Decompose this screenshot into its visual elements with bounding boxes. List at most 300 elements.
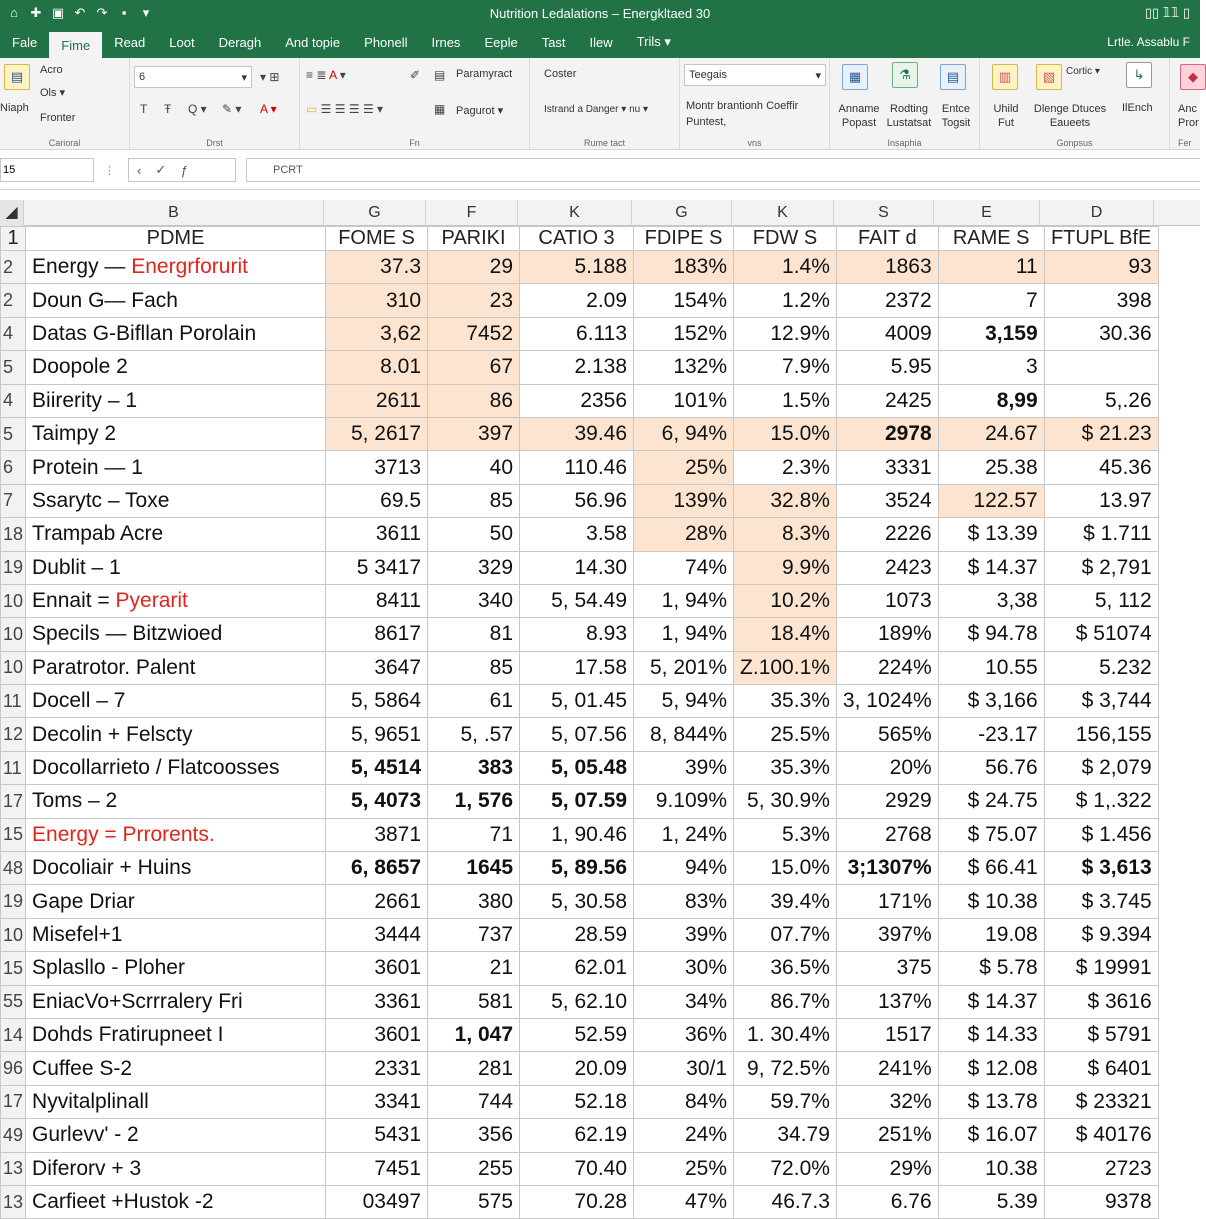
item-name-cell[interactable] (26, 618, 326, 651)
data-cell[interactable]: 25.38 (938, 451, 1044, 484)
data-cell[interactable]: $ 1.456 (1044, 818, 1158, 851)
format-painter-button[interactable]: Fronter (40, 112, 76, 124)
data-cell[interactable]: 2356 (520, 384, 634, 417)
row-number[interactable]: 2 (1, 251, 26, 284)
paste-icon[interactable]: ▤ (4, 64, 30, 90)
data-cell[interactable]: 25% (634, 1152, 734, 1185)
data-cell[interactable]: 3871 (326, 818, 428, 851)
row-number[interactable]: 6 (1, 451, 26, 484)
data-cell[interactable]: 39.4% (734, 885, 837, 918)
row-number[interactable]: 11 (1, 751, 26, 784)
data-cell[interactable]: 34.79 (734, 1119, 837, 1152)
data-cell[interactable]: 93 (1044, 251, 1158, 284)
data-cell[interactable]: 110.46 (520, 451, 634, 484)
data-cell[interactable]: 20.09 (520, 1052, 634, 1085)
select-all-corner[interactable]: ◢ (0, 200, 24, 226)
data-cell[interactable]: 5, 112 (1044, 584, 1158, 617)
data-cell[interactable]: 7451 (326, 1152, 428, 1185)
number-format-options[interactable]: Istrand a Danger ▾ nu ▾ (544, 104, 648, 115)
data-cell[interactable]: 52.59 (520, 1018, 634, 1051)
row-number[interactable]: 14 (1, 1018, 26, 1051)
data-cell[interactable]: 2372 (836, 284, 938, 317)
data-cell[interactable]: 9378 (1044, 1185, 1158, 1218)
header-cell[interactable]: PARIKI (428, 227, 520, 251)
data-cell[interactable]: 154% (634, 284, 734, 317)
data-cell[interactable]: $ 1.711 (1044, 518, 1158, 551)
data-cell[interactable]: 10.2% (734, 584, 837, 617)
data-cell[interactable]: 2226 (836, 518, 938, 551)
tab-file[interactable]: Fale (12, 34, 38, 50)
data-cell[interactable]: 10.55 (938, 651, 1044, 684)
row-number[interactable]: 1 (1, 227, 26, 251)
data-cell[interactable]: 17.58 (520, 651, 634, 684)
data-cell[interactable]: $ 12.08 (938, 1052, 1044, 1085)
data-cell[interactable]: 581 (428, 985, 520, 1018)
sort-dropdown[interactable]: Cortic ▾ (1066, 66, 1100, 77)
data-cell[interactable]: 3361 (326, 985, 428, 1018)
redo-icon[interactable]: ↷ (96, 5, 108, 20)
data-cell[interactable]: $ 94.78 (938, 618, 1044, 651)
header-cell[interactable]: CATIO 3 (520, 227, 634, 251)
row-number[interactable]: 10 (1, 584, 26, 617)
font-color-icon[interactable]: A ▾ (260, 102, 277, 116)
data-cell[interactable]: $ 16.07 (938, 1119, 1044, 1152)
window-controls[interactable]: ▯▯ 𝟙𝟙 ▯ (1144, 5, 1190, 20)
data-cell[interactable]: 47% (634, 1185, 734, 1218)
header-cell[interactable]: RAME S (938, 227, 1044, 251)
styles-dropdown[interactable] (684, 64, 826, 86)
data-cell[interactable]: 5, 30.58 (520, 885, 634, 918)
data-cell[interactable]: 8,99 (938, 384, 1044, 417)
data-cell[interactable]: 5.3% (734, 818, 837, 851)
data-cell[interactable]: 2423 (836, 551, 938, 584)
data-cell[interactable]: 5.39 (938, 1185, 1044, 1218)
data-cell[interactable]: 1863 (836, 251, 938, 284)
data-cell[interactable]: 3.58 (520, 518, 634, 551)
item-name-cell[interactable] (26, 651, 326, 684)
data-cell[interactable]: 737 (428, 918, 520, 951)
data-cell[interactable]: 3, 1024% (836, 685, 938, 718)
data-cell[interactable]: 744 (428, 1085, 520, 1118)
column-header[interactable]: F (426, 200, 518, 226)
item-name-cell[interactable] (26, 685, 326, 718)
tab-phonell[interactable]: Phonell (364, 34, 408, 50)
data-cell[interactable]: $ 10.38 (938, 885, 1044, 918)
italic-icon[interactable]: Ŧ (164, 102, 172, 116)
column-header[interactable]: D (1040, 200, 1154, 226)
tab-read[interactable]: Read (114, 34, 146, 50)
data-cell[interactable]: $ 13.78 (938, 1085, 1044, 1118)
row-number[interactable]: 48 (1, 852, 26, 885)
item-name-cell[interactable] (26, 551, 326, 584)
data-cell[interactable]: $ 51074 (1044, 618, 1158, 651)
data-cell[interactable]: 8.3% (734, 518, 837, 551)
item-name-cell[interactable] (26, 284, 326, 317)
data-cell[interactable]: 50 (428, 518, 520, 551)
chart-icon[interactable]: ⚗ (892, 62, 918, 88)
item-name-cell[interactable] (26, 251, 326, 284)
data-cell[interactable]: 28.59 (520, 918, 634, 951)
data-cell[interactable]: 36% (634, 1018, 734, 1051)
tab-design[interactable]: Deragh (218, 34, 262, 50)
data-cell[interactable] (1044, 351, 1158, 384)
data-cell[interactable]: $ 3,744 (1044, 685, 1158, 718)
header-cell[interactable]: PDME (26, 227, 326, 251)
data-cell[interactable]: 241% (836, 1052, 938, 1085)
data-cell[interactable]: 14.30 (520, 551, 634, 584)
column-header[interactable]: S (834, 200, 934, 226)
data-cell[interactable]: 25.5% (734, 718, 837, 751)
data-cell[interactable]: 5, 07.59 (520, 785, 634, 818)
data-cell[interactable]: 1.4% (734, 251, 837, 284)
data-cell[interactable]: $ 19991 (1044, 952, 1158, 985)
cancel-icon[interactable]: ‹ (137, 162, 142, 178)
data-cell[interactable]: 03497 (326, 1185, 428, 1218)
data-cell[interactable]: 35.3% (734, 685, 837, 718)
data-cell[interactable]: 29% (836, 1152, 938, 1185)
data-cell[interactable]: 35.3% (734, 751, 837, 784)
data-cell[interactable]: 61 (428, 685, 520, 718)
find-icon[interactable]: ↳ (1126, 62, 1152, 88)
data-cell[interactable]: 39.46 (520, 417, 634, 450)
item-name-cell[interactable] (26, 785, 326, 818)
data-cell[interactable]: $ 14.33 (938, 1018, 1044, 1051)
data-cell[interactable]: 69.5 (326, 484, 428, 517)
row-number[interactable]: 17 (1, 785, 26, 818)
column-header[interactable]: E (934, 200, 1040, 226)
data-cell[interactable]: 2929 (836, 785, 938, 818)
data-cell[interactable]: 19.08 (938, 918, 1044, 951)
data-cell[interactable]: 72.0% (734, 1152, 837, 1185)
row-number[interactable]: 49 (1, 1119, 26, 1152)
tab-eeple[interactable]: Eeple (484, 34, 518, 50)
data-cell[interactable]: 6, 8657 (326, 852, 428, 885)
data-cell[interactable]: 5, 01.45 (520, 685, 634, 718)
addin-icon[interactable]: ◆ (1180, 64, 1206, 90)
data-cell[interactable]: 1, 24% (634, 818, 734, 851)
data-cell[interactable]: 139% (634, 484, 734, 517)
data-cell[interactable]: $ 1,.322 (1044, 785, 1158, 818)
quick-access-icon[interactable]: ▪ (121, 5, 127, 20)
data-cell[interactable]: 8617 (326, 618, 428, 651)
data-cell[interactable]: 94% (634, 852, 734, 885)
item-name-cell[interactable] (26, 852, 326, 885)
data-cell[interactable]: 2768 (836, 818, 938, 851)
data-cell[interactable]: 8, 844% (634, 718, 734, 751)
data-cell[interactable]: 46.7.3 (734, 1185, 837, 1218)
data-cell[interactable]: -23.17 (938, 718, 1044, 751)
data-cell[interactable]: 59.7% (734, 1085, 837, 1118)
data-cell[interactable]: 45.36 (1044, 451, 1158, 484)
align-center-icon[interactable]: ▭ ☰ ☰ ☰ ☰ ▾ (306, 102, 384, 116)
data-cell[interactable]: 5.188 (520, 251, 634, 284)
data-cell[interactable]: 10.38 (938, 1152, 1044, 1185)
data-cell[interactable]: $ 3,166 (938, 685, 1044, 718)
confirm-icon[interactable]: ✓ (155, 162, 167, 177)
data-cell[interactable]: 281 (428, 1052, 520, 1085)
tab-home[interactable]: Fime (49, 32, 102, 58)
data-cell[interactable]: 30% (634, 952, 734, 985)
data-cell[interactable]: 74% (634, 551, 734, 584)
data-cell[interactable]: 7452 (428, 317, 520, 350)
data-cell[interactable]: 3713 (326, 451, 428, 484)
data-cell[interactable]: 71 (428, 818, 520, 851)
data-cell[interactable]: 2611 (326, 384, 428, 417)
data-cell[interactable]: $ 3,613 (1044, 852, 1158, 885)
data-cell[interactable]: 56.96 (520, 484, 634, 517)
tab-and-topie[interactable]: And topie (285, 34, 341, 50)
data-cell[interactable]: 5,.26 (1044, 384, 1158, 417)
data-cell[interactable]: 1, 94% (634, 618, 734, 651)
data-cell[interactable]: 575 (428, 1185, 520, 1218)
data-cell[interactable]: 81 (428, 618, 520, 651)
data-cell[interactable]: $ 2,079 (1044, 751, 1158, 784)
data-cell[interactable]: 6.113 (520, 317, 634, 350)
insert-button-1[interactable]: Anname Popast (838, 103, 880, 129)
item-name-cell[interactable] (26, 918, 326, 951)
data-cell[interactable]: 2723 (1044, 1152, 1158, 1185)
data-cell[interactable]: 5, 94% (634, 685, 734, 718)
data-cell[interactable]: $ 5791 (1044, 1018, 1158, 1051)
data-cell[interactable]: 5, 89.56 (520, 852, 634, 885)
data-cell[interactable]: 383 (428, 751, 520, 784)
save-icon[interactable]: ▣ (51, 5, 65, 20)
data-cell[interactable]: 2425 (836, 384, 938, 417)
row-number[interactable]: 10 (1, 918, 26, 951)
data-cell[interactable]: $ 5.78 (938, 952, 1044, 985)
row-number[interactable]: 19 (1, 885, 26, 918)
data-cell[interactable]: 9, 72.5% (734, 1052, 837, 1085)
item-name-cell[interactable] (26, 384, 326, 417)
data-cell[interactable]: $ 14.37 (938, 551, 1044, 584)
column-header[interactable]: K (518, 200, 632, 226)
data-cell[interactable]: $ 9.394 (1044, 918, 1158, 951)
data-cell[interactable]: 5, 07.56 (520, 718, 634, 751)
data-cell[interactable]: 11 (938, 251, 1044, 284)
dropdown-icon[interactable]: ▾ (142, 5, 150, 20)
data-cell[interactable]: 86.7% (734, 985, 837, 1018)
data-cell[interactable]: 18.4% (734, 618, 837, 651)
row-number[interactable]: 15 (1, 952, 26, 985)
data-cell[interactable]: 5, 5864 (326, 685, 428, 718)
data-cell[interactable]: 7 (938, 284, 1044, 317)
data-cell[interactable]: 310 (326, 284, 428, 317)
data-cell[interactable]: 224% (836, 651, 938, 684)
row-number[interactable]: 7 (1, 484, 26, 517)
data-cell[interactable]: 565% (836, 718, 938, 751)
border-icon[interactable]: ✎ ▾ (222, 102, 242, 116)
data-cell[interactable]: 5, 9651 (326, 718, 428, 751)
data-cell[interactable]: 20% (836, 751, 938, 784)
data-cell[interactable]: 2.09 (520, 284, 634, 317)
merge-button[interactable]: Pagurot ▾ (456, 105, 504, 117)
item-name-cell[interactable] (26, 985, 326, 1018)
data-cell[interactable]: 1.5% (734, 384, 837, 417)
data-cell[interactable]: 85 (428, 651, 520, 684)
data-cell[interactable]: 356 (428, 1119, 520, 1152)
data-cell[interactable]: 8.01 (326, 351, 428, 384)
row-number[interactable]: 5 (1, 417, 26, 450)
item-name-cell[interactable] (26, 1018, 326, 1051)
data-cell[interactable]: 5, 30.9% (734, 785, 837, 818)
data-cell[interactable]: 5.95 (836, 351, 938, 384)
data-cell[interactable]: 8411 (326, 584, 428, 617)
data-cell[interactable]: $ 66.41 (938, 852, 1044, 885)
data-cell[interactable]: 251% (836, 1119, 938, 1152)
data-cell[interactable]: 56.76 (938, 751, 1044, 784)
account-name[interactable]: Lrtle. Assablu F (1107, 35, 1190, 49)
tab-view[interactable]: Ilew (589, 34, 613, 50)
item-name-cell[interactable] (26, 484, 326, 517)
edit-button-2[interactable]: Dlenge Dtuces Eaueets (1033, 103, 1107, 129)
data-cell[interactable]: 4009 (836, 317, 938, 350)
data-cell[interactable]: 6.76 (836, 1185, 938, 1218)
data-cell[interactable]: 8.93 (520, 618, 634, 651)
data-cell[interactable]: 13.97 (1044, 484, 1158, 517)
undo-icon[interactable]: ↶ (74, 5, 86, 20)
data-cell[interactable]: 70.28 (520, 1185, 634, 1218)
data-cell[interactable]: 34% (634, 985, 734, 1018)
column-header[interactable]: B (24, 200, 324, 226)
item-name-cell[interactable] (26, 751, 326, 784)
data-cell[interactable]: $ 14.37 (938, 985, 1044, 1018)
header-cell[interactable]: FDIPE S (634, 227, 734, 251)
number-format-button[interactable]: Coster (544, 68, 577, 80)
data-cell[interactable]: 24% (634, 1119, 734, 1152)
data-cell[interactable]: 398 (1044, 284, 1158, 317)
column-header[interactable]: G (632, 200, 732, 226)
data-cell[interactable]: 255 (428, 1152, 520, 1185)
data-cell[interactable]: 70.40 (520, 1152, 634, 1185)
data-cell[interactable]: 152% (634, 317, 734, 350)
tab-loot[interactable]: Loot (169, 34, 195, 50)
column-header[interactable]: G (324, 200, 426, 226)
data-cell[interactable]: 189% (836, 618, 938, 651)
data-cell[interactable]: $ 23321 (1044, 1085, 1158, 1118)
item-name-cell[interactable] (26, 584, 326, 617)
data-cell[interactable]: 156,155 (1044, 718, 1158, 751)
data-cell[interactable]: 52.18 (520, 1085, 634, 1118)
data-cell[interactable]: 137% (836, 985, 938, 1018)
data-cell[interactable]: 39% (634, 918, 734, 951)
data-cell[interactable]: 2978 (836, 417, 938, 450)
data-cell[interactable]: 30.36 (1044, 317, 1158, 350)
data-cell[interactable]: 15.0% (734, 852, 837, 885)
data-cell[interactable]: 1.2% (734, 284, 837, 317)
merge-icon[interactable]: ▦ (434, 102, 446, 116)
item-name-cell[interactable] (26, 351, 326, 384)
data-cell[interactable]: 5, 05.48 (520, 751, 634, 784)
data-cell[interactable]: 40 (428, 451, 520, 484)
row-number[interactable]: 13 (1, 1152, 26, 1185)
data-cell[interactable]: $ 40176 (1044, 1119, 1158, 1152)
font-name-dropdown[interactable] (134, 66, 252, 88)
row-number[interactable]: 5 (1, 351, 26, 384)
item-name-cell[interactable] (26, 1185, 326, 1218)
plus-icon[interactable]: ✚ (30, 5, 42, 20)
row-number[interactable]: 4 (1, 317, 26, 350)
data-cell[interactable]: 6, 94% (634, 417, 734, 450)
data-cell[interactable]: 122.57 (938, 484, 1044, 517)
data-cell[interactable]: 84% (634, 1085, 734, 1118)
item-name-cell[interactable] (26, 718, 326, 751)
name-box[interactable]: 15 (0, 158, 94, 182)
data-cell[interactable]: 2.138 (520, 351, 634, 384)
wrap-text-button[interactable]: Paramyract (456, 68, 513, 80)
data-cell[interactable]: 1, 047 (428, 1018, 520, 1051)
header-cell[interactable]: FDW S (734, 227, 837, 251)
data-cell[interactable]: $ 3.745 (1044, 885, 1158, 918)
edit-button-3[interactable]: IlEnch (1122, 102, 1153, 114)
item-name-cell[interactable] (26, 518, 326, 551)
data-cell[interactable]: 3;1307% (836, 852, 938, 885)
tab-tools[interactable]: Trils ▾ (636, 34, 671, 49)
item-name-cell[interactable] (26, 451, 326, 484)
row-number[interactable]: 55 (1, 985, 26, 1018)
data-cell[interactable]: 67 (428, 351, 520, 384)
data-cell[interactable]: 83% (634, 885, 734, 918)
copy-button[interactable]: Ols ▾ (40, 87, 66, 99)
data-cell[interactable]: $ 21.23 (1044, 417, 1158, 450)
data-cell[interactable]: 5, 62.10 (520, 985, 634, 1018)
data-cell[interactable]: 3,159 (938, 317, 1044, 350)
name-box-menu-icon[interactable]: ⋮ (104, 165, 115, 177)
item-name-cell[interactable] (26, 317, 326, 350)
data-cell[interactable]: 5, 201% (634, 651, 734, 684)
data-cell[interactable]: 28% (634, 518, 734, 551)
data-cell[interactable]: 9.9% (734, 551, 837, 584)
data-cell[interactable]: 3524 (836, 484, 938, 517)
search-icon[interactable]: Q ▾ (188, 102, 207, 116)
data-cell[interactable]: $ 3616 (1044, 985, 1158, 1018)
data-cell[interactable]: 397 (428, 417, 520, 450)
data-cell[interactable]: 5431 (326, 1119, 428, 1152)
data-cell[interactable]: 3 (938, 351, 1044, 384)
data-cell[interactable]: 9.109% (634, 785, 734, 818)
table-icon[interactable]: ▦ (842, 64, 868, 90)
data-cell[interactable]: 1, 90.46 (520, 818, 634, 851)
wrap-text-icon[interactable]: ▤ (434, 68, 446, 82)
row-number[interactable]: 10 (1, 618, 26, 651)
data-cell[interactable]: 3,38 (938, 584, 1044, 617)
item-name-cell[interactable] (26, 885, 326, 918)
data-cell[interactable]: 397% (836, 918, 938, 951)
data-cell[interactable]: 30/1 (634, 1052, 734, 1085)
data-cell[interactable]: 5 3417 (326, 551, 428, 584)
data-cell[interactable]: 37.3 (326, 251, 428, 284)
data-cell[interactable]: 32% (836, 1085, 938, 1118)
data-cell[interactable]: 329 (428, 551, 520, 584)
data-cell[interactable]: 5, 2617 (326, 417, 428, 450)
formula-input[interactable]: PCRT (246, 158, 1200, 182)
data-cell[interactable]: 3647 (326, 651, 428, 684)
data-cell[interactable]: 62.19 (520, 1119, 634, 1152)
data-cell[interactable]: 5, 54.49 (520, 584, 634, 617)
data-cell[interactable]: Z.100.1% (734, 651, 837, 684)
data-cell[interactable]: 23 (428, 284, 520, 317)
header-cell[interactable]: FAIT d (836, 227, 938, 251)
item-name-cell[interactable] (26, 1152, 326, 1185)
data-cell[interactable]: 3444 (326, 918, 428, 951)
row-number[interactable]: 17 (1, 1085, 26, 1118)
item-name-cell[interactable] (26, 1119, 326, 1152)
data-cell[interactable]: 1645 (428, 852, 520, 885)
row-number[interactable]: 4 (1, 384, 26, 417)
data-cell[interactable]: 171% (836, 885, 938, 918)
row-number[interactable]: 15 (1, 818, 26, 851)
clear-format-icon[interactable]: ✐ (410, 68, 421, 82)
row-number[interactable]: 19 (1, 551, 26, 584)
